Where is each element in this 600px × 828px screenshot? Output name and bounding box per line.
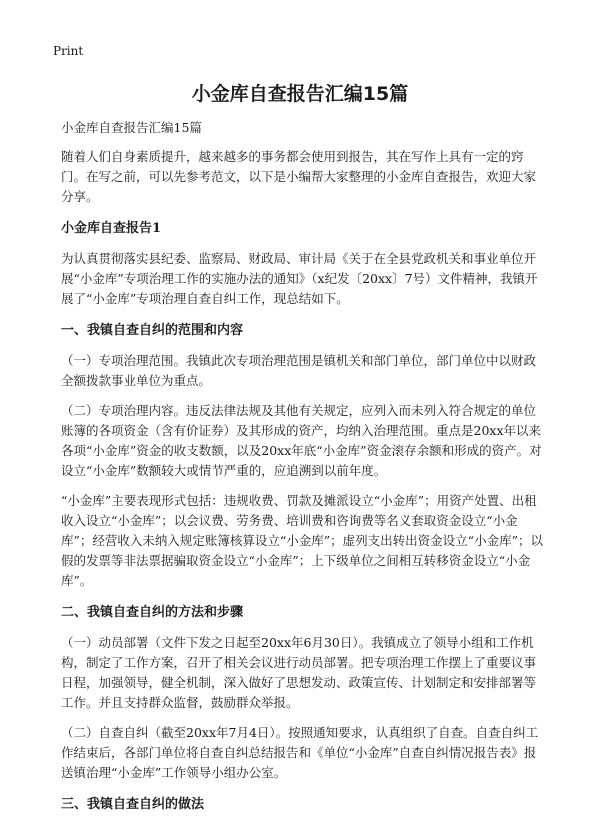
- print-link[interactable]: Print: [53, 44, 84, 58]
- section-paragraph: （二）专项治理内容。违反法律法规及其他有关规定，应列入而未列入符合规定的单位账簿的各项资金（含有价证券）及其形成的资产，均纳入治理范围。重点是20xx年以来各项“小金库”资金的收支数额，以及20xx年底“小金库”资金滚存余额和形成的资产。对设立“小金库”数额较大或情节严重的，应追溯到以前年度。: [61, 403, 542, 478]
- report-paragraph: 为认真贯彻落实县纪委、监察局、财政局、审计局《关于在全县党政机关和事业单位开展“小金库”专项治理工作的实施办法的通知》（x纪发〔20xx〕7号）文件精神，我镇开展了“小金库”专项治理自查自纠工作，现总结如下。: [61, 251, 538, 306]
- section-heading: 一、我镇自查自纠的范围和内容: [61, 323, 244, 338]
- report-heading: 小金库自查报告1: [61, 221, 162, 236]
- document-subtitle: 小金库自查报告汇编15篇: [61, 120, 202, 135]
- section-paragraph: （一）专项治理范围。我镇此次专项治理范围是镇机关和部门单位，部门单位中以财政全额拨款事业单位为重点。: [61, 353, 537, 388]
- section-paragraph: （一）动员部署（文件下发之日起至20xx年6月30日）。我镇成立了领导小组和工作机构，制定了工作方案，召开了相关会议进行动员部署。把专项治理工作摆上了重要议事日程，加强领导，健全机制，深入做好了思想发动、政策宣传、计划制定和安排部署等工作。并且支持群众监督，鼓励群众举报。: [61, 635, 537, 710]
- section-paragraph: “小金库”主要表现形式包括：违规收费、罚款及摊派设立“小金库”；用资产处置、出租收入设立“小金库”；以会议费、劳务费、培训费和咨询费等名义套取资金设立“小金库”；经营收入未纳入规定账簿核算设立“小金库”；虚列支出转出资金设立“小金库”；以假的发票等非法票据骗取资金设立“小金库”；上下级单位之间相互转移资金设立“小金库”。: [61, 493, 543, 588]
- section-heading: 二、我镇自查自纠的方法和步骤: [61, 605, 244, 620]
- page-title: 小金库自查报告汇编15篇: [191, 83, 409, 105]
- section-paragraph: （二）自查自纠（截至20xx年7月4日）。按照通知要求，认真组织了自查。自查自纠工作结束后，各部门单位将自查自纠总结报告和《单位“小金库”自查自纠情况报告表》报送镇治理“小金库”工作领导小组办公室。: [61, 725, 539, 780]
- intro-paragraph: 随着人们自身素质提升，越来越多的事务都会使用到报告，其在写作上具有一定的窍门。在写之前，可以先参考范文，以下是小编帮大家整理的小金库自查报告，欢迎大家分享。: [61, 149, 537, 204]
- section-heading: 三、我镇自查自纠的做法: [61, 797, 205, 812]
- document-body: [61, 118, 547, 825]
